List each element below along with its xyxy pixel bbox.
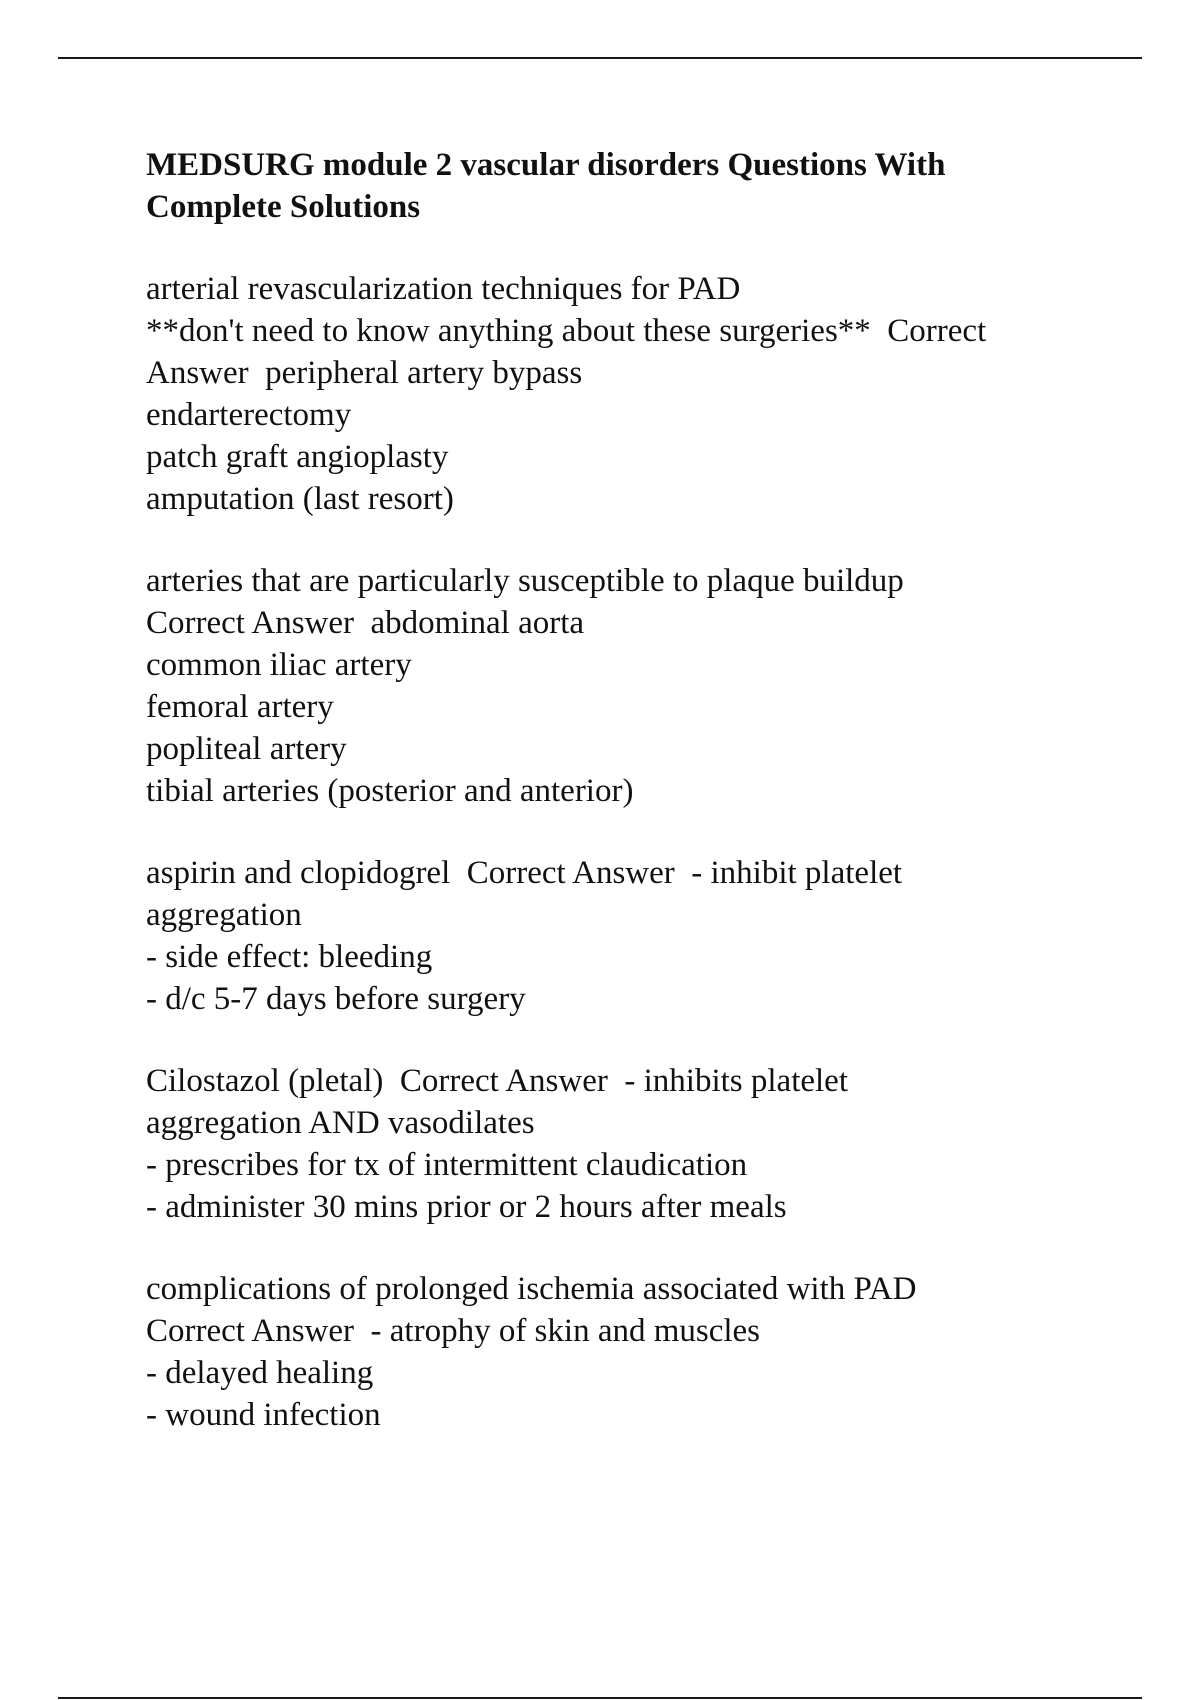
document-body bbox=[146, 144, 1106, 1476]
qa-entry-revascularization: arterial revascularization techniques for PAD **don't need to know anything about these surgeries** Correct Answer peripheral artery bypass endarterectomy patch graft angioplasty amputation (last resort) bbox=[146, 271, 987, 517]
qa-entry-aspirin-clopidogrel: aspirin and clopidogrel Correct Answer - inhibit platelet aggregation - side effect: bleeding - d/c 5-7 days before surgery bbox=[146, 855, 903, 1017]
qa-entry-ischemia-complications: complications of prolonged ischemia associated with PAD Correct Answer - atrophy of skin and muscles - delayed healing - wound infection bbox=[146, 1271, 917, 1433]
qa-entry-cilostazol: Cilostazol (pletal) Correct Answer - inhibits platelet aggregation AND vasodilates - prescribes for tx of intermittent claudication - administer 30 mins prior or 2 hours after meals bbox=[146, 1063, 848, 1225]
document-title: MEDSURG module 2 vascular disorders Questions With Complete Solutions bbox=[146, 147, 946, 225]
footer-rule bbox=[58, 1697, 1142, 1699]
qa-entry-susceptible-arteries: arteries that are particularly susceptible to plaque buildup Correct Answer abdominal aorta common iliac artery femoral artery popliteal artery tibial arteries (posterior and anterior) bbox=[146, 563, 904, 809]
header-rule bbox=[58, 57, 1142, 59]
